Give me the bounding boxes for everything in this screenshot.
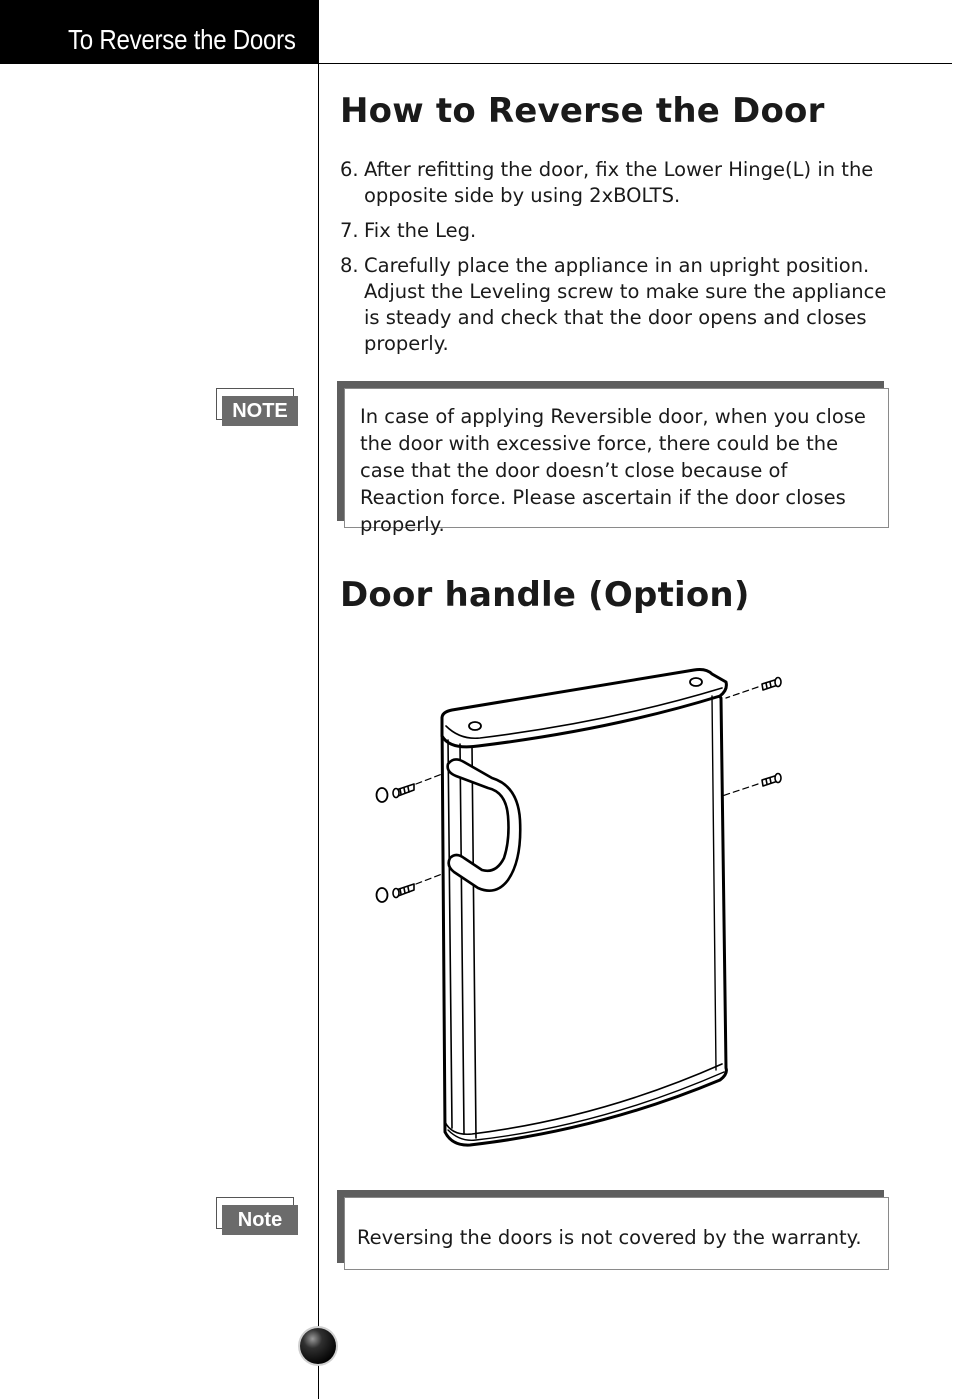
note-badge <box>216 1197 298 1235</box>
note-box-reversible-door <box>337 381 891 536</box>
screw-left-upper <box>393 774 442 798</box>
step-number: 8. <box>340 254 359 277</box>
section-header-tab <box>0 0 318 64</box>
step-number: 6. <box>340 158 359 181</box>
note-text: Reversing the doors is not covered by the warranty. <box>344 1197 889 1270</box>
screw-right-upper <box>726 678 781 699</box>
door-body <box>442 690 726 1145</box>
step-text: After refitting the door, fix the Lower Hinge(L) in the opposite side by using 2xBOLTS. <box>364 158 874 207</box>
screw-cap-upper <box>377 788 388 802</box>
margin-divider <box>318 0 319 1399</box>
step-text: Carefully place the appliance in an upright position. Adjust the Leveling screw to make sure the appliance is steady and check that the door opens and closes properly. <box>364 254 887 355</box>
section-title-reverse-door: How to Reverse the Door <box>340 91 825 131</box>
step-item <box>340 253 900 357</box>
screw-left-lower <box>393 874 442 898</box>
section-header-title: To Reverse the Doors <box>68 24 296 55</box>
section-title-door-handle: Door handle (Option) <box>340 575 750 615</box>
note-badge-label: Note <box>222 1205 298 1235</box>
page-marker-ball <box>297 1325 339 1367</box>
note-box-warranty <box>337 1190 891 1270</box>
step-item <box>340 157 900 209</box>
screw-right-lower <box>722 774 781 797</box>
note-text: In case of applying Reversible door, when you close the door with excessive force, there could be the case that the door doesn’t close because of Reaction force. Please ascertain if the door closes properly. <box>344 388 889 528</box>
door-handle-illustration <box>360 660 800 1160</box>
step-number: 7. <box>340 219 359 242</box>
step-item <box>340 218 900 244</box>
step-text: Fix the Leg. <box>364 219 477 242</box>
step-list <box>340 157 900 366</box>
note-badge-label: NOTE <box>222 396 298 426</box>
header-rule <box>318 63 952 64</box>
note-badge <box>216 388 298 426</box>
screw-cap-lower <box>377 888 388 902</box>
